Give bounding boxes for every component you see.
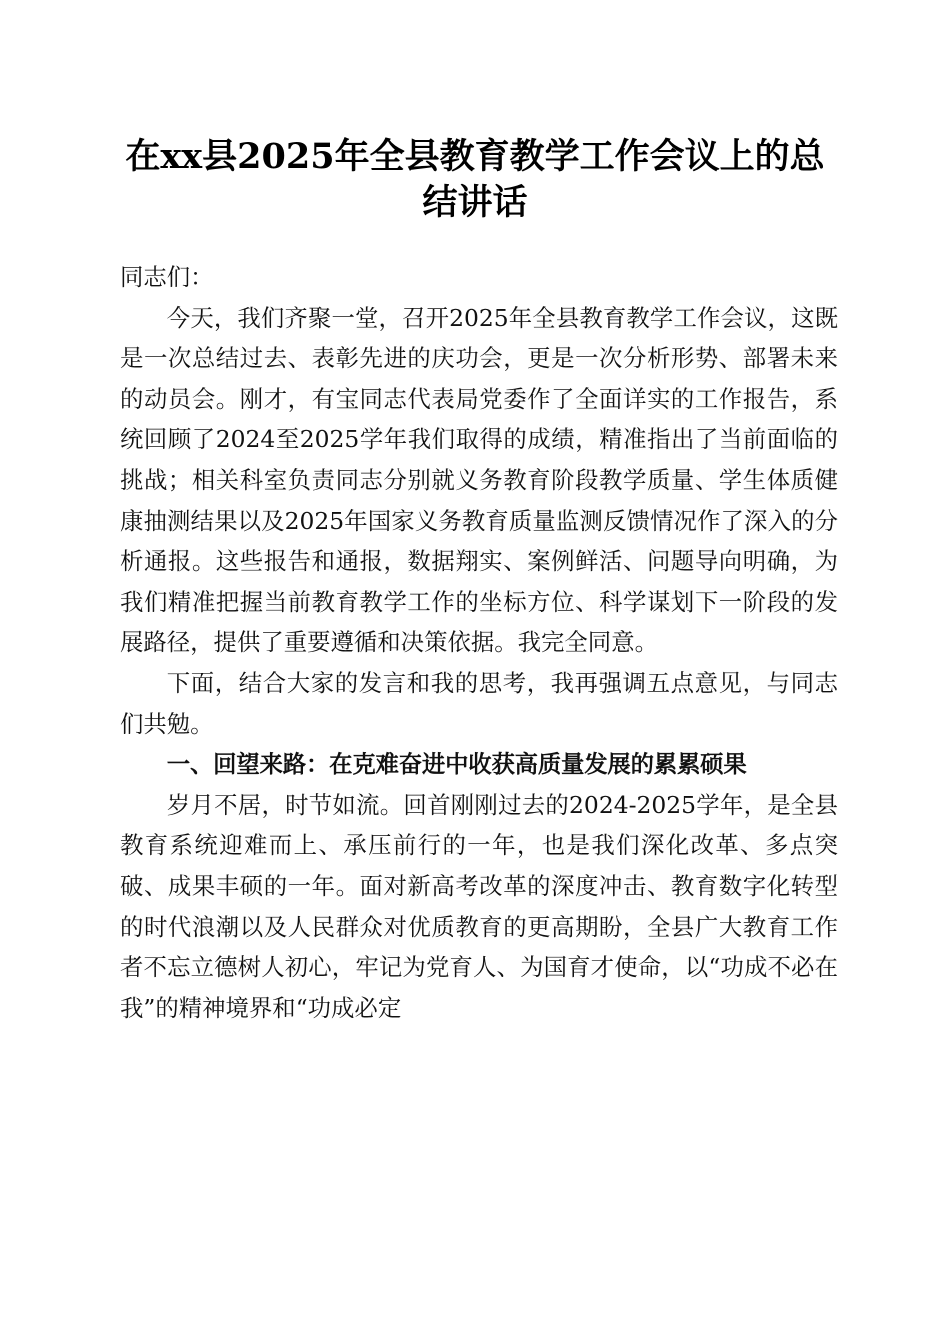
body-paragraph: 今天，我们齐聚一堂，召开2025年全县教育教学工作会议，这既是一次总结过去、表彰先进的庆功会，更是一次分析形势、部署未来的动员会。刚才，有宝同志代表局党委作了全面详实的工作报告，系统回顾了2024至2025学年我们取得的成绩，精准指出了当前面临的挑战；相关科室负责同志分别就义务教育阶段教学质量、学生体质健康抽测结果以及2025年国家义务教育质量监测反馈情况作了深入的分析通报。这些报告和通报，数据翔实、案例鲜活、问题导向明确，为我们精准把握当前教育教学工作的坐标方位、科学谋划下一阶段的发展路径，提供了重要遵循和决策依据。我完全同意。 xyxy=(120,303,838,657)
salutation: 同志们： xyxy=(120,263,214,291)
section-paragraph: 岁月不居，时节如流。回首刚刚过去的2024-2025学年，是全县教育系统迎难而上、承压前行的一年，也是我们深化改革、多点突破、成果丰硕的一年。面对新高考改革的深度冲击、教育数字化转型的时代浪潮以及人民群众对优质教育的更高期盼，全县广大教育工作者不忘立德树人初心，牢记为党育人、为国育才使命，以“功成不必在我”的精神境界和“功成必定 xyxy=(120,790,838,1022)
document-title: 在xx县2025年全县教育教学工作会议上的总结讲话 xyxy=(125,136,825,223)
section-heading: 一、回望来路：在克难奋进中收获高质量发展的累累硕果 xyxy=(166,750,747,779)
body-paragraph: 下面，结合大家的发言和我的思考，我再强调五点意见，与同志们共勉。 xyxy=(120,668,838,738)
document-body xyxy=(120,252,838,1028)
